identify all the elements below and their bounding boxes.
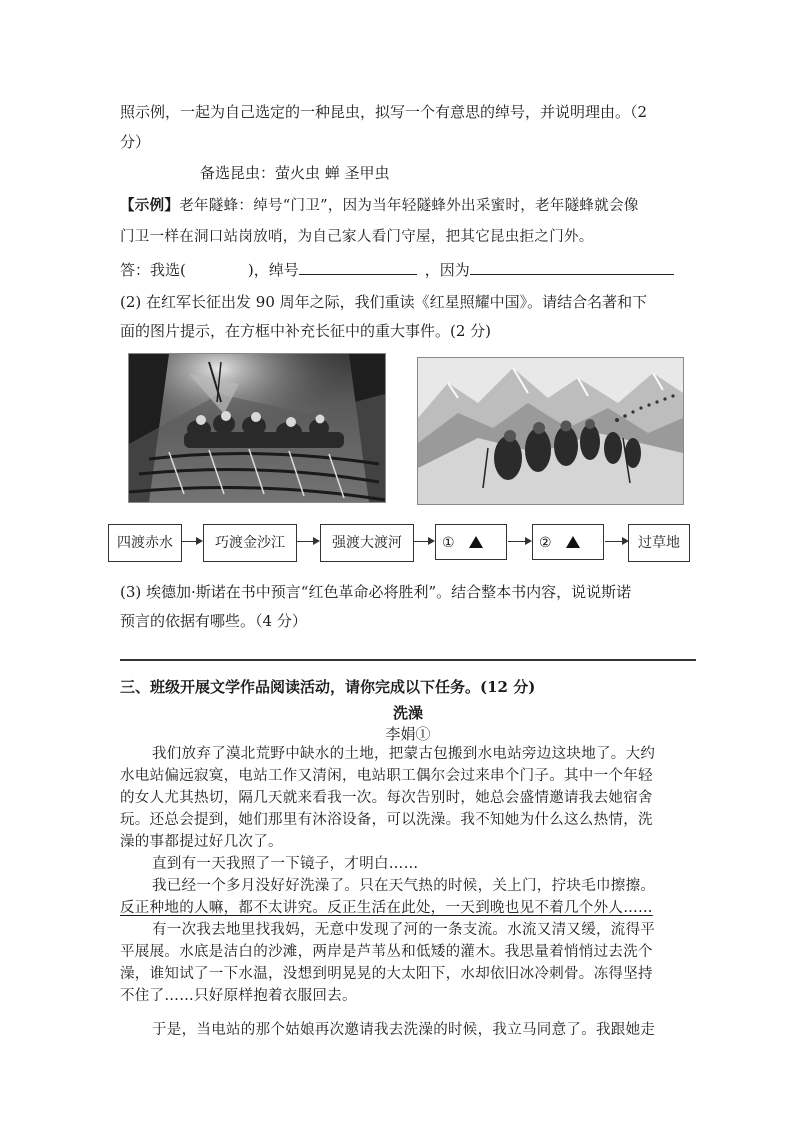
q1-line1: 照示例，一起为自己选定的一种昆虫，拟写一个有意思的绰号，并说明理由。（2 <box>120 103 648 121</box>
flow-step-1: 四渡赤水 <box>108 524 182 562</box>
passage-p2: 直到有一天我照了一下镜子，才明白…… <box>152 856 419 872</box>
triangle-icon <box>469 536 483 548</box>
passage-p4-line1: 有一次我去地里找我妈，无意中发现了河的一条支流。水流又清又缓，流得平 <box>152 922 656 938</box>
insect-options: 备选昆虫：萤火虫 蝉 圣甲虫 <box>200 164 390 182</box>
flow-blank-1[interactable] <box>435 524 507 560</box>
answer-line <box>120 258 674 281</box>
blank-2-marker: ② <box>539 535 552 551</box>
answer-because: ，因为 <box>424 261 470 279</box>
flow-step-2: 巧渡金沙江 <box>203 524 297 562</box>
q2-line2: 面的图片提示，在方框中补充长征中的重大事件。(2 分) <box>120 322 492 340</box>
passage-p3-line1: 我已经一个多月没好好洗澡了。只在天气热的时候，关上门，拧块毛巾擦擦。 <box>152 878 656 894</box>
example-line1 <box>120 195 639 217</box>
passage-p1-line4: 玩。还总会提到，她们那里有沐浴设备，可以洗澡。我不知她为什么这么热情，洗 <box>120 812 653 828</box>
snow-mountain-illustration <box>418 358 683 504</box>
q3-line2: 预言的依据有哪些。（4 分） <box>120 612 307 630</box>
flow-blank-2[interactable] <box>532 524 604 560</box>
snow-mountain-image <box>417 357 684 505</box>
example-line2: 门卫一样在洞口站岗放哨，为自己家人看门守屋，把其它昆虫拒之门外。 <box>120 229 594 245</box>
passage-p4-line2: 平展展。水底是洁白的沙滩，两岸是芦苇丛和低矮的灌木。我思量着悄悄过去洗个 <box>120 944 653 960</box>
section3-heading: 三、班级开展文学作品阅读活动，请你完成以下任务。(12 分) <box>120 678 536 696</box>
q3-line1: (3) 埃德加·斯诺在书中预言“红色革命必将胜利”。结合整本书内容，说说斯诺 <box>120 583 632 601</box>
q2-line1: (2) 在红军长征出发 90 周年之际，我们重读《红星照耀中国》。请结合名著和下 <box>120 293 648 311</box>
reason-blank[interactable] <box>470 258 674 275</box>
flow-step-3: 强渡大渡河 <box>320 524 414 562</box>
flow-arrow-5 <box>605 541 627 542</box>
passage-p1-line2: 水电站偏远寂寞，电站工作又清闲，电站职工偶尔会过来串个门子。其中一个年轻 <box>120 768 653 784</box>
flow-arrow-2 <box>296 541 318 542</box>
triangle-icon <box>566 536 580 548</box>
passage-p1-line5: 澡的事都提过好几次了。 <box>120 834 283 850</box>
blank-1-marker: ① <box>442 535 455 551</box>
article-author: 李娟① <box>385 725 431 743</box>
passage-p1-line3: 的女人尤其热切，隔几天就来看我一次。每次告别时，她总会盛情邀请我去她宿舍 <box>120 790 653 806</box>
article-title: 洗澡 <box>392 704 423 722</box>
passage-p3-line2-underlined: 反正种地的人嘛，都不太讲究。反正生活在此处，一天到晚也见不着几个外人…… <box>120 900 653 916</box>
q1-line2: 分） <box>120 133 151 151</box>
flow-step-6: 过草地 <box>628 524 690 562</box>
example-text: 老年隧蜂：绰号“门卫”，因为当年轻隧蜂外出采蜜时，老年隧蜂就会像 <box>179 198 639 214</box>
passage-p4-line4: 不住了……只好原样抱着衣服回去。 <box>120 988 357 1004</box>
flow-arrow-3 <box>413 541 433 542</box>
nickname-blank[interactable] <box>299 258 417 275</box>
passage-p4-line3: 澡，谁知试了一下水温，没想到明晃晃的大太阳下，水却依旧冰冷刺骨。冻得坚持 <box>120 966 653 982</box>
example-label: 【示例】 <box>120 197 180 214</box>
answer-prefix: 答：我选( <box>120 261 186 279</box>
passage-p5: 于是，当电站的那个姑娘再次邀请我去洗澡的时候，我立马同意了。我跟她走 <box>152 1022 656 1038</box>
flow-arrow-1 <box>181 541 201 542</box>
bridge-crossing-image <box>128 353 386 503</box>
answer-mid: )，绰号 <box>247 261 299 279</box>
flow-arrow-4 <box>508 541 530 542</box>
bridge-crossing-illustration <box>129 354 385 502</box>
passage-p1-line1: 我们放弃了漠北荒野中缺水的土地，把蒙古包搬到水电站旁边这块地了。大约 <box>152 746 656 762</box>
section-divider <box>120 659 696 661</box>
